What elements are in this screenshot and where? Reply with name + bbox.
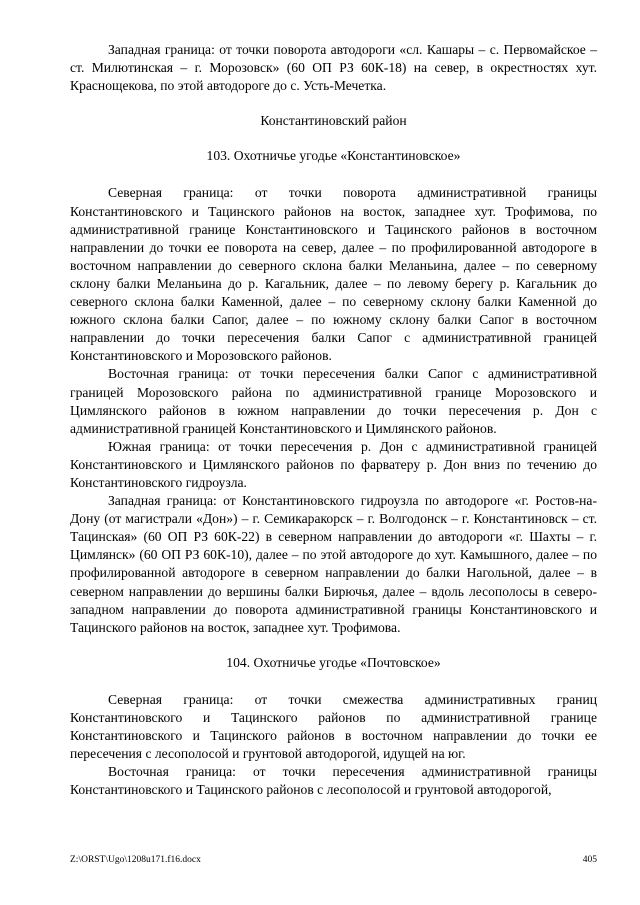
paragraph-west-border-prev: Западная граница: от точки поворота автодороги «сл. Кашары – с. Первомайское – ст. Милютинская – г. Морозовск» (60 ОП РЗ 60К-18) на север, в окрестностях хут. Краснощекова, по этой автодороге до с. Усть-Мечетка.	[70, 42, 597, 94]
paragraph-south-border-103: Южная граница: от точки пересечения р. Дон с административной границей Константиновского и Цимлянского районов по фарватеру р. Дон вниз по течению до Константиновского гидроузла.	[70, 438, 597, 490]
section-title-104: 104. Охотничье угодье «Почтовское»	[226, 654, 441, 670]
page-number: 405	[582, 855, 597, 865]
footer-file-path: Z:\ORST\Ugo\1208u171.f16.docx	[70, 855, 201, 865]
paragraph-east-border-104: Восточная граница: от точки пересечения административной границы Константиновского и Тацинского районов с лесополосой и грунтовой автодорогой,	[70, 764, 597, 798]
section-title-103: 103. Охотничье угодье «Константиновское»	[206, 148, 461, 164]
paragraph-west-border-103: Западная граница: от Константиновского гидроузла по автодороге «г. Ростов-на-Дону (от магистрали «Дон») – г. Семикаракорск – г. Волгодонск – г. Константиновск – ст. Тацинская» (60 ОП РЗ 60К-22) в северном направлении до автодороги «г. Шахты – г. Цимлянск» (60 ОП РЗ 60К-10), далее – по этой автодороге до хут. Камышного, далее – по профилированной автодороге в северном направлении до балки Нагольной, далее – в северном направлении до вершины балки Бирючья, далее – вдоль лесополосы в северо-западном направлении до поворота административной границы Константиновского и Тацинского районов на восток, западнее хут. Трофимова.	[70, 493, 597, 635]
paragraph-north-border-103: Северная граница: от точки поворота административной границы Константиновского и Тацинского районов на восток, западнее хут. Трофимова, по административной границе Константиновского и Тацинского районов в восточном направлении до точки ее поворота на север, далее – по профилированной автодороге в восточном направлении до северного склона балки Меланьина, далее – по северному склону балки Меланьина до р. Кагальник, далее – по левому берегу р. Кагальник до северного склона балки Каменной, далее – по северному склону балки Каменной до южного склона балки Сапог, далее – по южному склону балки Сапог в восточном направлении до точки пересечения балки Сапог с административной границей Константиновского и Морозовского районов.	[70, 185, 597, 364]
document-body	[70, 41, 597, 799]
paragraph-north-border-104: Северная граница: от точки смежества административных границ Константиновского и Тацинского районов по административной границе Константиновского и Тацинского районов в восточном направлении до точки ее пересечения с лесополосой и грунтовой автодорогой, идущей на юг.	[70, 691, 597, 762]
district-heading: Константиновский район	[260, 113, 407, 129]
paragraph-east-border-103: Восточная граница: от точки пересечения балки Сапог с административной границей Морозовского района по административной границе Морозовского и Цимлянского районов в южном направлении до точки пересечения р. Дон с административной границей Константиновского и Цимлянского районов.	[70, 366, 597, 436]
